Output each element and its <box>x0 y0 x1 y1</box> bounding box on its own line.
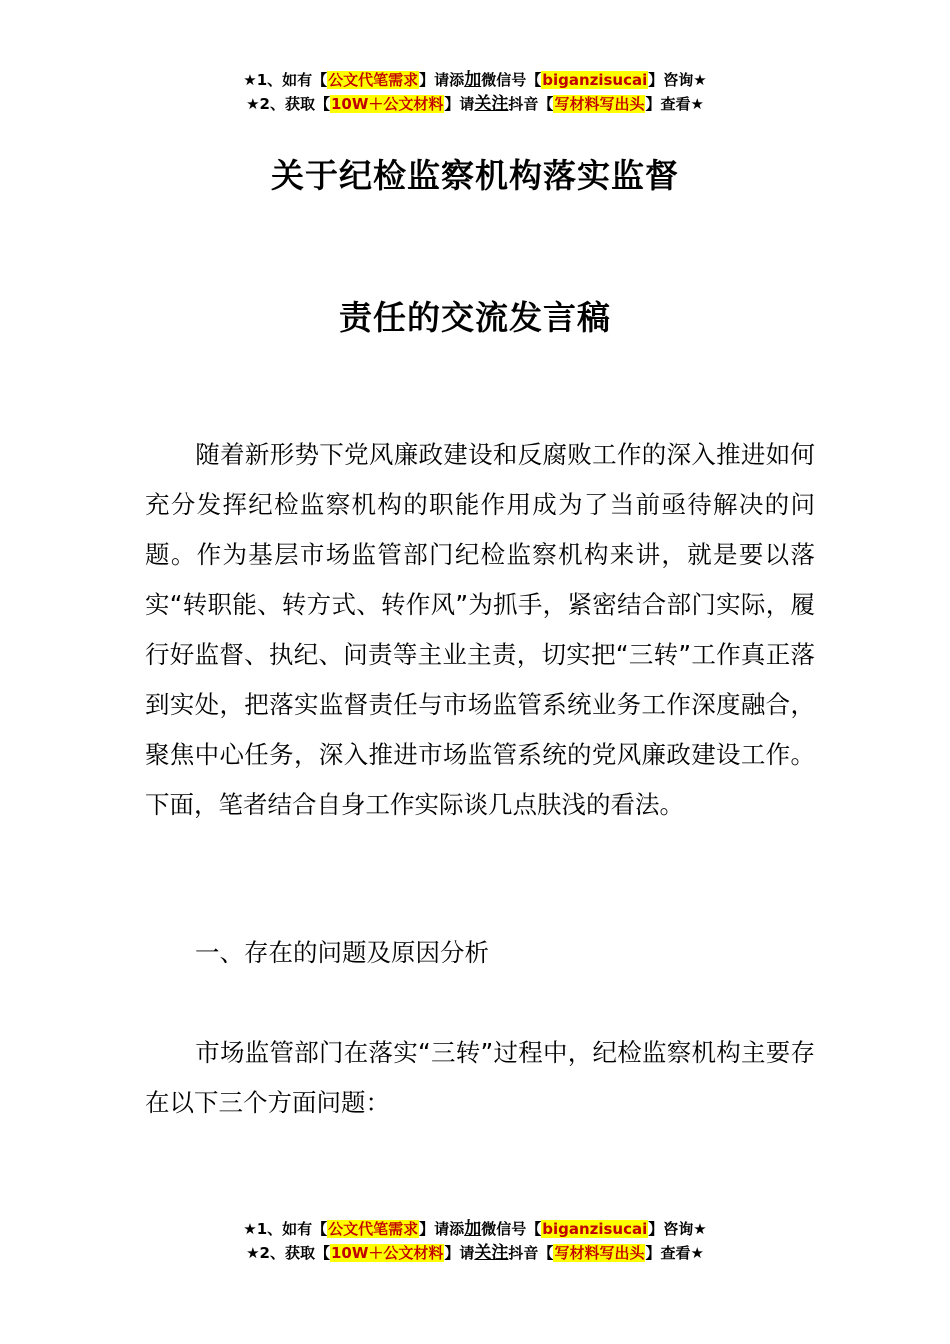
section-heading-1: 一、存在的问题及原因分析 <box>195 938 489 967</box>
highlight-materials: 10W＋公文材料 <box>330 95 444 113</box>
highlight-service: 公文代笔需求 <box>328 71 419 89</box>
star-icon: ★ <box>243 71 257 89</box>
document-title-line-2: 责任的交流发言稿 <box>339 298 611 337</box>
highlight-douyin: 写材料写出头 <box>554 1244 645 1262</box>
emphasis-text: 加 <box>464 70 482 90</box>
intro-paragraph <box>145 430 815 830</box>
document-title-line-1: 关于纪检监察机构落实监督 <box>271 156 679 195</box>
banner-text: 】请 <box>444 95 475 113</box>
highlight-douyin: 写材料写出头 <box>554 95 645 113</box>
banner-text: 抖音【 <box>508 95 554 113</box>
highlight-materials: 10W＋公文材料 <box>330 1244 444 1262</box>
banner-text: 2、获取【 <box>259 95 330 113</box>
footer-banner <box>0 1217 950 1265</box>
star-icon: ★ <box>246 1244 260 1262</box>
emphasis-text: 关注 <box>474 1243 509 1263</box>
header-banner <box>0 68 950 116</box>
banner-text: 1、如有【 <box>256 1220 328 1238</box>
star-icon: ★ <box>243 1220 257 1238</box>
banner-text: 1、如有【 <box>256 71 328 89</box>
banner-text: 】请添 <box>419 71 465 89</box>
paragraph-2-text: 市场监管部门在落实“三转”过程中，纪检监察机构主要存在以下三个方面问题： <box>145 1038 815 1117</box>
intro-paragraph-text: 随着新形势下党风廉政建设和反腐败工作的深入推进如何充分发挥纪检监察机构的职能作用成为了当前亟待解决的问题。作为基层市场监管部门纪检监察机构来讲，就是要以落实“转职能、转方式、转作风”为抓手，紧密结合部门实际，履行好监督、执纪、问责等主业主责，切实把“三转”工作真正落到实处，把落实监督责任与市场监管系统业务工作深度融合，聚焦中心任务，深入推进市场监管系统的党风廉政建设工作。下面，笔者结合自身工作实际谈几点肤浅的看法。 <box>145 440 815 819</box>
banner-line-2 <box>0 1241 950 1265</box>
banner-line-2 <box>0 92 950 116</box>
highlight-wechat-id: biganzisucai <box>542 1220 648 1238</box>
banner-line-1 <box>0 1217 950 1241</box>
banner-text: 】咨询★ <box>648 1220 707 1238</box>
banner-text: 】请 <box>444 1244 475 1262</box>
banner-text: 】请添 <box>419 1220 465 1238</box>
banner-line-1 <box>0 68 950 92</box>
star-icon: ★ <box>246 95 260 113</box>
emphasis-text: 加 <box>464 1219 482 1239</box>
banner-text: 微信号【 <box>481 1220 542 1238</box>
banner-text: 抖音【 <box>508 1244 554 1262</box>
highlight-wechat-id: biganzisucai <box>542 71 648 89</box>
paragraph-2 <box>145 1028 815 1128</box>
banner-text: 微信号【 <box>481 71 542 89</box>
banner-text: 】咨询★ <box>648 71 707 89</box>
banner-text: 2、获取【 <box>259 1244 330 1262</box>
banner-text: 】查看★ <box>645 95 704 113</box>
banner-text: 】查看★ <box>645 1244 704 1262</box>
highlight-service: 公文代笔需求 <box>328 1220 419 1238</box>
emphasis-text: 关注 <box>474 94 509 114</box>
